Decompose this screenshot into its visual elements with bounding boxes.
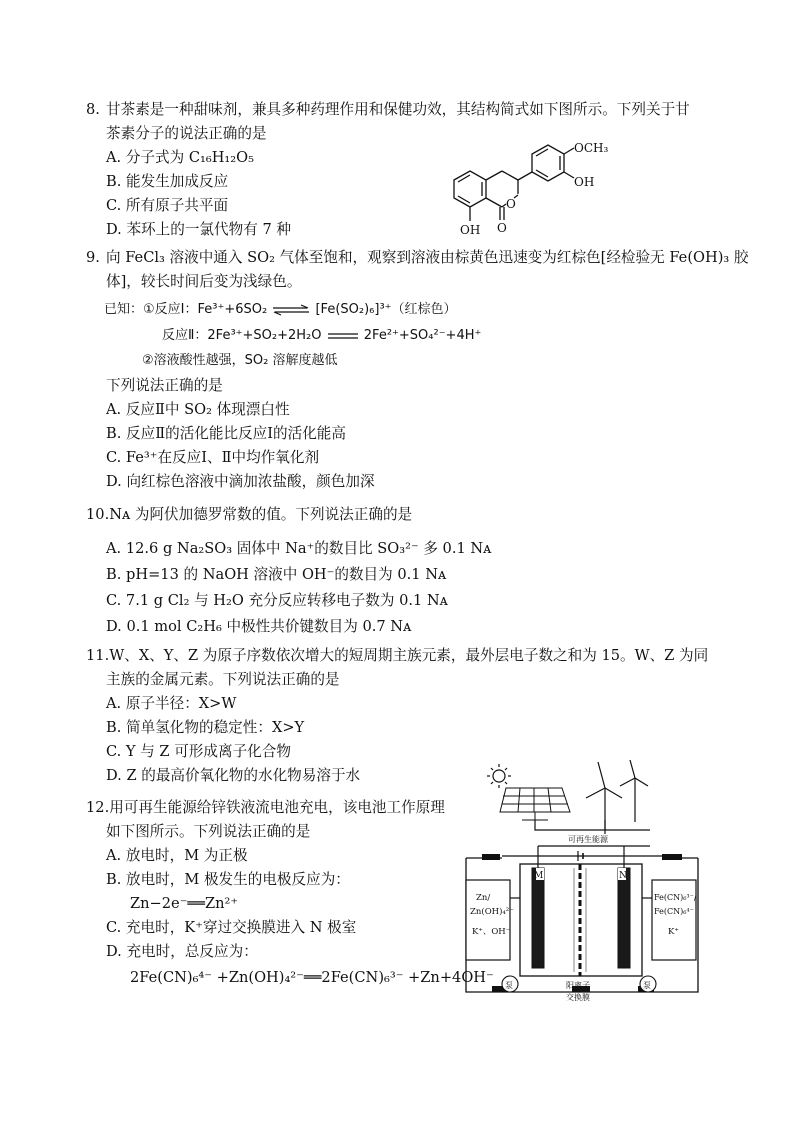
q8-structure-figure — [440, 128, 640, 243]
label-o-carbonyl: O — [497, 221, 507, 235]
q10-option-a[interactable]: A. 12.6 g Na₂SO₃ 固体中 Na⁺的数目比 SO₃²⁻ 多 0.1 Nᴀ — [106, 540, 492, 557]
label-och3: OCH₃ — [574, 141, 609, 155]
wind-turbine-icon — [586, 760, 648, 834]
q8-option-d[interactable]: D. 苯环上的一氯代物有 7 种 — [106, 221, 291, 238]
label-m: M — [534, 871, 544, 881]
membrane-label-2: 交换膜 — [566, 993, 590, 1002]
left-tank-3: K⁺、OH⁻ — [472, 927, 511, 937]
reversible-arrow-icon — [271, 304, 311, 316]
q12-number: 12. — [86, 799, 110, 816]
q11-option-b[interactable]: B. 简单氢化物的稳定性：X>Y — [106, 719, 305, 736]
q8-stem-line2: 茶素分子的说法正确的是 — [106, 125, 267, 142]
equals-arrow-icon — [326, 331, 360, 341]
q8-number: 8. — [86, 101, 100, 118]
left-tank-1: Zn/ — [476, 893, 491, 903]
right-tank-3: K⁺ — [668, 927, 679, 937]
electrode-m — [532, 868, 544, 968]
q9-reaction1: 已知：①反应Ⅰ：Fe³⁺+6SO₂ [Fe(SO₂)₆]³⁺（红棕色） — [104, 302, 457, 317]
q9-reaction2: 反应Ⅱ：2Fe³⁺+SO₂+2H₂O 2Fe²⁺+SO₄²⁻+4H⁺ — [162, 328, 482, 343]
electrode-n — [618, 868, 630, 968]
q10-option-b[interactable]: B. pH=13 的 NaOH 溶液中 OH⁻的数目为 0.1 Nᴀ — [106, 566, 447, 583]
q11-option-c[interactable]: C. Y 与 Z 可形成离子化合物 — [106, 743, 291, 760]
right-tank-2: Fe(CN)₆⁴⁻ — [654, 907, 694, 916]
question-9 — [86, 246, 749, 294]
q12-option-b-equation: Zn−2e⁻══Zn²⁺ — [130, 895, 239, 912]
q8-stem-line1: 8. 甘茶素是一种甜味剂，兼具多种药理作用和保健功效，其结构简式如下图所示。下列关于甘 — [86, 98, 726, 122]
q10-stem: 10.Nᴀ 为阿伏加德罗常数的值。下列说法正确的是 — [86, 503, 726, 527]
source-label: 可再生能源 — [568, 835, 608, 844]
question-9-options — [86, 374, 726, 494]
q11-stem-line2: 主族的金属元素。下列说法正确的是 — [106, 671, 340, 688]
q11-option-a[interactable]: A. 原子半径：X>W — [106, 695, 237, 712]
q9-option-b[interactable]: B. 反应Ⅱ的活化能比反应Ⅰ的活化能高 — [106, 425, 347, 442]
q12-option-b[interactable]: B. 放电时，M 极发生的电极反应为： — [106, 871, 350, 888]
q12-battery-diagram — [462, 758, 702, 1008]
q10-number: 10. — [86, 506, 110, 523]
right-tank-1: Fe(CN)₆³⁻/ — [654, 893, 697, 902]
q9-option-d[interactable]: D. 向红棕色溶液中滴加浓盐酸，颜色加深 — [106, 473, 375, 490]
q11-option-d[interactable]: D. Z 的最高价氧化物的水化物易溶于水 — [106, 767, 361, 784]
sun-icon — [487, 764, 511, 788]
q12-option-c[interactable]: C. 充电时，K⁺穿过交换膜进入 N 极室 — [106, 919, 357, 936]
q12-option-a[interactable]: A. 放电时，M 为正极 — [106, 847, 248, 864]
label-oh-right: OH — [574, 175, 595, 189]
membrane-label-1: 阳离子 — [566, 981, 590, 990]
left-tank-2: Zn(OH)₄²⁻ — [470, 907, 514, 917]
q12-option-d[interactable]: D. 充电时，总反应为： — [106, 943, 258, 960]
label-n: N — [619, 871, 627, 881]
solar-panel-icon — [500, 788, 570, 820]
q11-stem-line1: 11.W、X、Y、Z 为原子序数依次增大的短周期主族元素，最外层电子数之和为 15。W、Z 为同 — [86, 644, 726, 668]
label-oh-bottom: OH — [460, 223, 481, 237]
q12-option-d-equation: 2Fe(CN)₆⁴⁻ +Zn(OH)₄²⁻══2Fe(CN)₆³⁻ +Zn+4OH⁻ — [130, 969, 494, 986]
q9-stem-line1: 9. 向 FeCl₃ 溶液中通入 SO₂ 气体至饱和，观察到溶液由棕黄色迅速变为红棕色[经检验无 Fe(OH)₃ 胶 — [86, 246, 726, 270]
q8-option-a[interactable]: A. 分子式为 C₁₆H₁₂O₅ — [106, 149, 254, 166]
pump-right: 泵 — [643, 981, 651, 990]
q12-stem-line2: 如下图所示。下列说法正确的是 — [106, 823, 311, 840]
question-10-options — [86, 536, 726, 640]
q10-option-d[interactable]: D. 0.1 mol C₂H₆ 中极性共价键数目为 0.7 Nᴀ — [106, 618, 412, 635]
q9-stem-line2: 体]，较长时间后变为浅绿色。 — [106, 273, 302, 290]
pump-left: 泵 — [505, 981, 513, 990]
q11-number: 11. — [86, 647, 110, 664]
q12-stem-line1: 12.用可再生能源给锌铁液流电池充电，该电池工作原理 — [86, 796, 466, 820]
q8-option-b[interactable]: B. 能发生加成反应 — [106, 173, 229, 190]
q10-option-c[interactable]: C. 7.1 g Cl₂ 与 H₂O 充分反应转移电子数为 0.1 Nᴀ — [106, 592, 448, 609]
q9-number: 9. — [86, 249, 100, 266]
q9-option-c[interactable]: C. Fe³⁺在反应Ⅰ、Ⅱ中均作氧化剂 — [106, 449, 320, 466]
q8-option-c[interactable]: C. 所有原子共平面 — [106, 197, 229, 214]
question-10 — [86, 503, 726, 527]
q9-note2: ②溶液酸性越强，SO₂ 溶解度越低 — [142, 353, 338, 368]
q9-option-a[interactable]: A. 反应Ⅱ中 SO₂ 体现漂白性 — [106, 401, 290, 418]
label-o-ring: O — [506, 197, 516, 211]
q9-question: 下列说法正确的是 — [106, 377, 223, 394]
